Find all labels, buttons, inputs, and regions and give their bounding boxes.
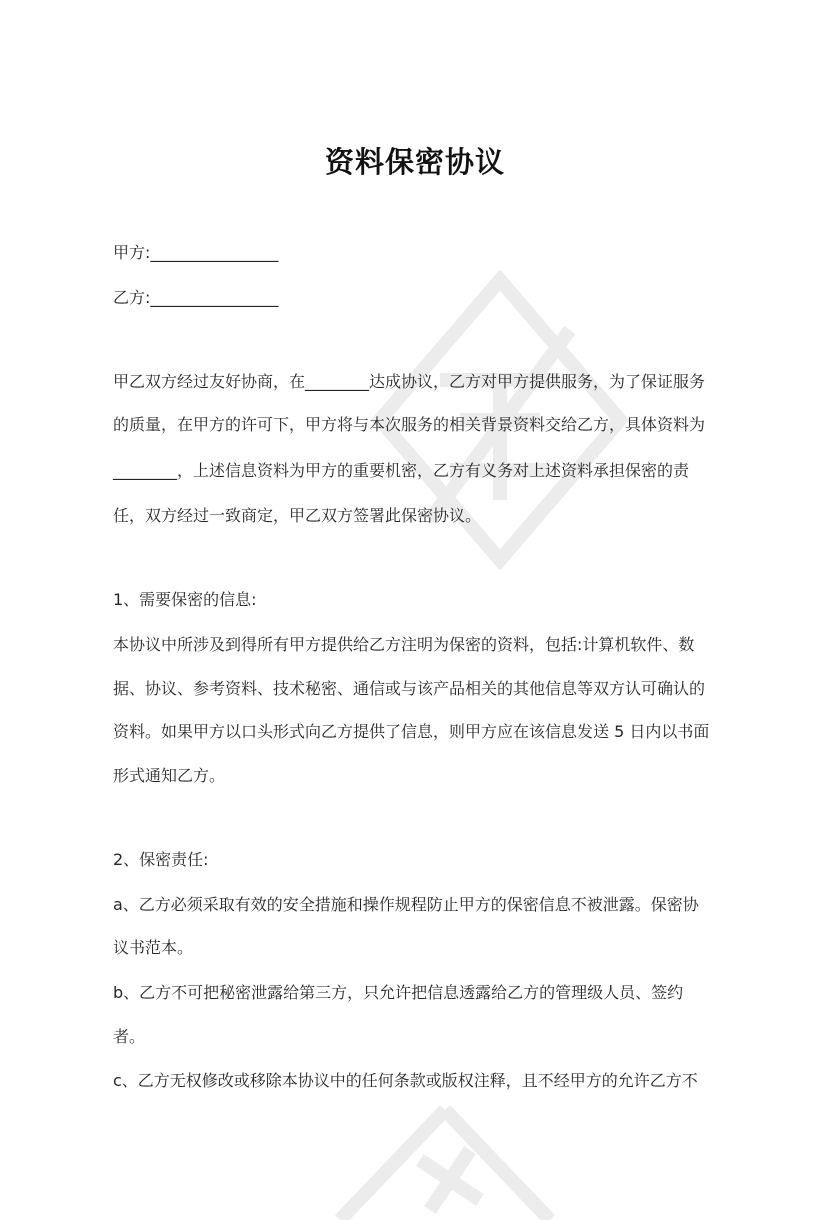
section-1-line: 据、协议、参考资料、技术秘密、通信或与该产品相关的其他信息等双方认可确认的 [113,679,706,698]
section-2-clause-b-cont: 者。 [113,1027,146,1046]
section-1-line: 本协议中所涉及到得所有甲方提供给乙方注明为保密的资料，包括:计算机软件、数 [113,635,695,654]
section-2-clause-b: b、乙方不可把秘密泄露给第三方，只允许把信息透露给乙方的管理级人员、签约 [113,983,684,1002]
party-a-field: 甲方:________________ [113,243,279,262]
preamble-line: 的质量，在甲方的许可下，甲方将与本次服务的相关背景资料交给乙方，具体资料为 [113,415,706,434]
preamble-line: 甲乙双方经过友好协商，在________达成协议，乙方对甲方提供服务，为了保证服务 [113,372,706,391]
section-2-clause-c: c、乙方无权修改或移除本协议中的任何条款或版权注释，且不经甲方的允许乙方不 [113,1071,698,1090]
section-2-clause-a-cont: 议书范本。 [113,938,194,957]
watermark-logo-icon [330,1100,560,1220]
section-2-clause-a: a、乙方必须采取有效的安全措施和操作规程防止甲方的保密信息不被泄露。保密协 [113,895,699,914]
section-1-line: 形式通知乙方。 [113,766,226,785]
preamble-line: ________，上述信息资料为甲方的重要机密，乙方有义务对上述资料承担保密的责 [113,461,690,480]
document-title: 资料保密协议 [324,145,505,179]
section-1-heading: 1、需要保密的信息: [113,590,257,609]
party-b-field: 乙方:________________ [113,288,279,307]
section-2-heading: 2、保密责任: [113,850,209,869]
preamble-line: 任，双方经过一致商定，甲乙双方签署此保密协议。 [113,506,482,525]
section-1-line: 资料。如果甲方以口头形式向乙方提供了信息，则甲方应在该信息发送 5 日内以书面 [113,722,710,741]
